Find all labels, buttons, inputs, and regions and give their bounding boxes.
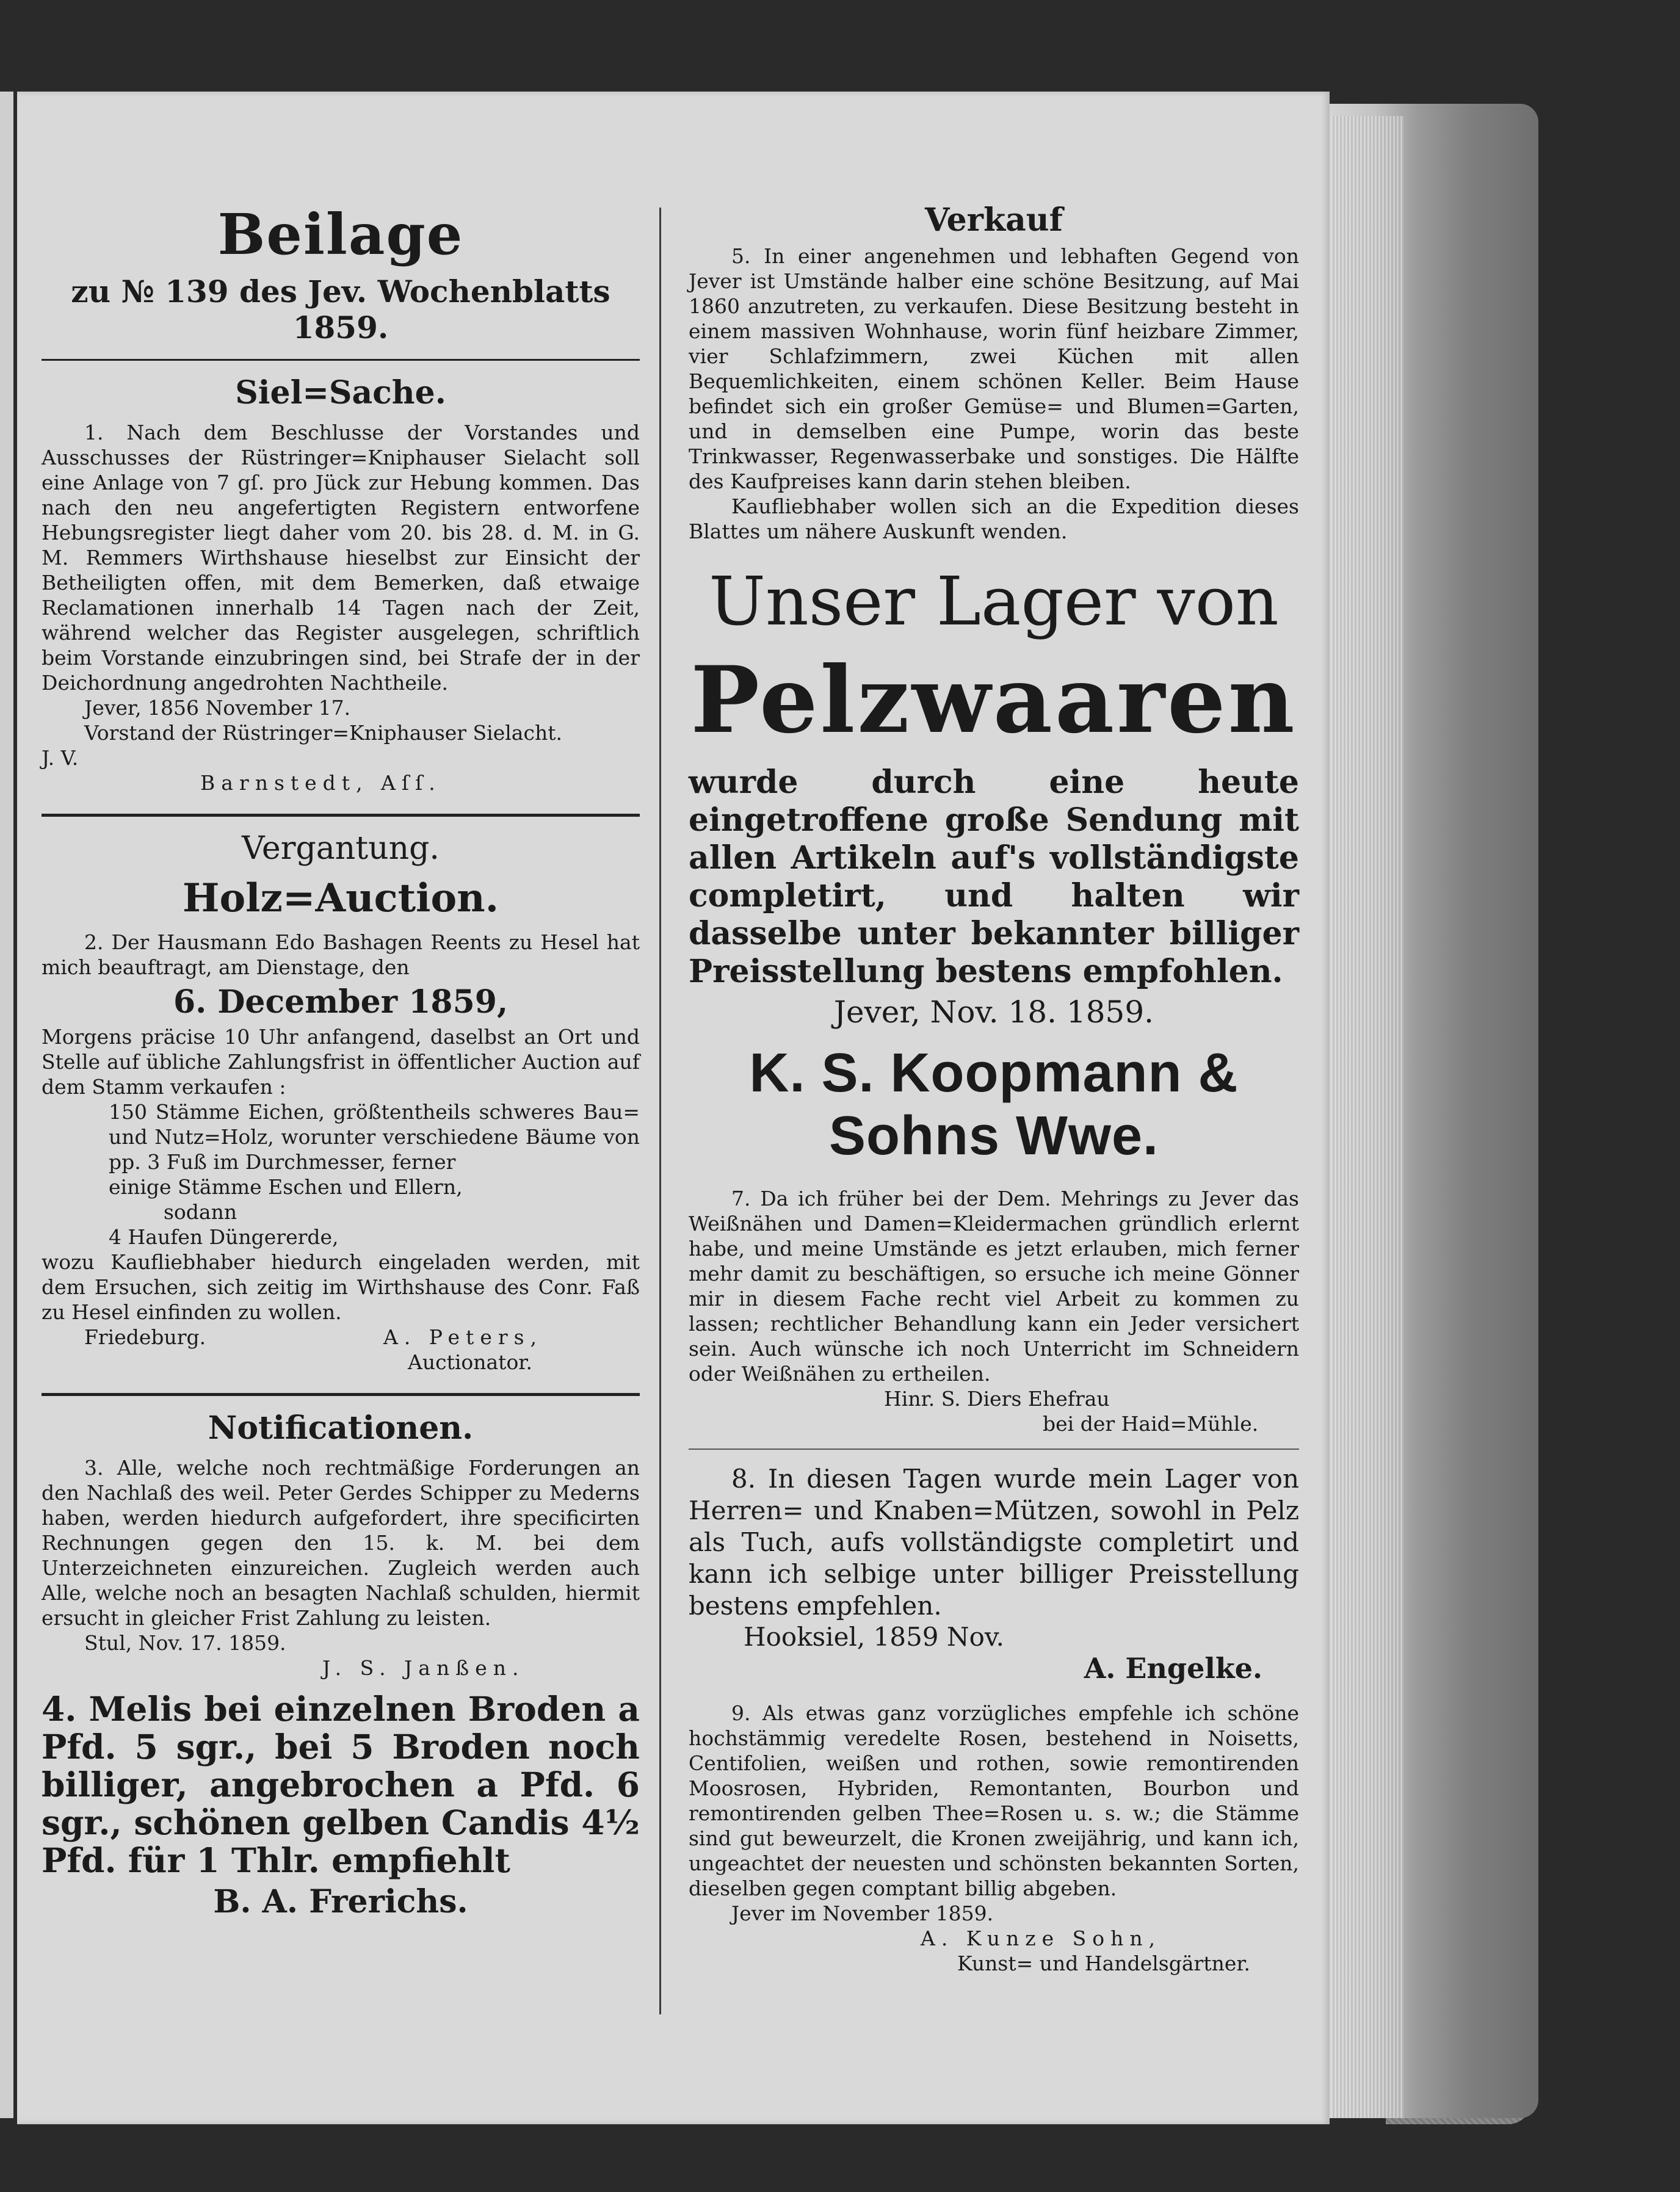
ad8-signature: A. Engelke. [1084, 1652, 1262, 1685]
auction-item-1: 150 Stämme Eichen, größtentheils schweres Bau= und Nutz=Holz, worunter verschiedene Bäume von pp. 3 Fuß im Durchmesser, ferner [109, 1100, 640, 1174]
auction-intro: 2. Der Hausmann Edo Bashagen Reents zu Hesel hat mich beauftragt, am Dienstage, den [42, 930, 640, 979]
siel-signature-2: J. V. [42, 746, 79, 770]
left-column [42, 201, 640, 1920]
notification-date: Stul, Nov. 17. 1859. [84, 1631, 286, 1655]
ad7-signature-1: Hinr. S. Diers Ehefrau [884, 1387, 1110, 1411]
pelz-ad-body: wurde durch eine heute eingetroffene große Sendung mit allen Artikeln auf's vollständigste completirt, und halten wir dasselbe unter bekannter billiger Preisstellung bestens empfohlen. [689, 764, 1299, 990]
pelz-ad-line-2: Pelzwaaren [690, 646, 1297, 754]
pelz-ad-date: Jever, Nov. 18. 1859. [833, 994, 1154, 1030]
newspaper-page [17, 92, 1330, 2124]
melis-ad-body: 4. Melis bei einzelnen Broden a Pfd. 5 sgr., bei 5 Broden noch billiger, angebrochen a Pfd. 6 sgr., schönen gelben Candis 4½ Pfd. für 1 Thlr. empfiehlt [42, 1689, 640, 1880]
ad9-date: Jever im November 1859. [731, 1901, 994, 1925]
section-rule-2 [42, 1393, 640, 1396]
page-subtitle: zu № 139 des Jev. Wochenblatts 1859. [71, 273, 610, 345]
ad8-body: 8. In diesen Tagen wurde mein Lager von Herren= und Knaben=Mützen, sowohl in Pelz als Tuch, aufs vollständigste completirt und kann ich selbige unter billiger Preisstellung bestens empfehlen. [689, 1464, 1299, 1621]
auction-date: 6. December 1859, [173, 983, 509, 1021]
ad9-signature-2: Kunst= und Handelsgärtner. [957, 1951, 1250, 1975]
right-column [689, 201, 1299, 1976]
auction-outro: wozu Kaufliebhaber hiedurch eingeladen werden, mit dem Ersuchen, sich zeitig im Wirthshause des Conr. Faß zu Hesel einfinden zu wollen. [42, 1250, 640, 1324]
auction-signature: A. Peters, [383, 1325, 543, 1349]
section-heading-notificationen: Notificationen. [208, 1409, 474, 1447]
ad7-body: 7. Da ich früher bei der Dem. Mehrings zu Jever das Weißnähen und Damen=Kleidermachen gründlich erlernt habe, und meine Umstände es jetzt erlauben, mich ferner mehr damit zu beschäftigen, so ersuche ich meine Gönner mir in diesem Fache recht viel Arbeit zu kommen zu lassen; rechtlicher Behandlung kann ein Jeder versichert sein. Auch wünsche ich noch Unterricht im Schneidern oder Weißnähen zu ertheilen. [689, 1187, 1299, 1386]
section-heading-holz-auction: Holz=Auction. [183, 875, 499, 921]
auction-body: Morgens präcise 10 Uhr anfangend, daselbst an Ort und Stelle auf übliche Zahlungsfrist in öffentlicher Auction auf dem Stamm verkaufen : [42, 1025, 640, 1099]
page-title: Beilage [217, 201, 464, 267]
auction-item-2: einige Stämme Eschen und Ellern, [109, 1175, 463, 1199]
ad8-date: Hooksiel, 1859 Nov. [744, 1622, 1004, 1652]
notification-body: 3. Alle, welche noch rechtmäßige Forderungen an den Nachlaß des weil. Peter Gerdes Schipper zu Mederns haben, werden hiedurch aufgefordert, ihre specificirten Rechnungen gegen den 15. k. M. bei dem Unterzeichneten einzureichen. Zugleich werden auch Alle, welche noch an besagten Nachlaß schulden, hiermit ersucht in gleicher Frist Zahlung zu leisten. [42, 1456, 640, 1630]
section-rule-1 [42, 814, 640, 817]
section-heading-siel: Siel=Sache. [235, 374, 446, 411]
auction-signature-title: Auctionator. [408, 1350, 532, 1374]
auction-item-3: sodann [164, 1200, 237, 1224]
previous-page-edge [0, 92, 13, 2118]
section-rule-right [689, 1449, 1299, 1450]
section-heading-vergantung: Vergantung. [242, 830, 440, 867]
siel-notice-body: 1. Nach dem Beschlusse der Vorstandes und Ausschusses der Rüstringer=Kniphauser Sielacht soll eine Anlage von 7 gſ. pro Jück zur Hebung kommen. Das nach den neu angefertigten Registern entworfene Hebungsregister liegt daher vom 20. bis 28. d. M. in G. M. Remmers Wirthshause hieselbst zur Einsicht der Betheiligten offen, mit dem Bemerken, daß etwaige Reclamationen innerhalb 14 Tagen nach der Zeit, während welcher das Register ausgelegen, schriftlich beim Vorstande einzubringen sind, bei Strafe der in der Deichordnung angedrohten Nachtheile. [42, 421, 640, 695]
ad7-signature-2: bei der Haid=Mühle. [1043, 1412, 1259, 1436]
page-stack-lines [1331, 116, 1404, 2118]
header-rule [42, 359, 640, 361]
ad9-body: 9. Als etwas ganz vorzügliches empfehle ich schöne hochstämmig veredelte Rosen, bestehend in Noisetts, Centifolien, weißen und rothen, sowie remontirenden Moosrosen, Hybriden, Remontanten, Bourbon und remontirenden gelben Thee=Rosen u. s. w.; die Stämme sind gut beweurzelt, die Kronen zweijährig, und kann ich, ungeachtet der neuesten und schönsten bekannten Sorten, dieselben gegen comptant billig abgeben. [689, 1701, 1299, 1900]
notification-signature: J. S. Janßen. [322, 1656, 525, 1680]
column-divider [659, 208, 661, 2014]
ad9-signature-1: A. Kunze Sohn, [921, 1926, 1162, 1950]
pelz-ad-firm: K. S. Koopmann & Sohns Wwe. [749, 1043, 1239, 1167]
pelz-ad-line-1: Unser Lager von [709, 562, 1279, 640]
verkauf-body: 5. In einer angenehmen und lebhaften Gegend von Jever ist Umstände halber eine schöne Besitzung, auf Mai 1860 anzutreten, zu verkaufen. Diese Besitzung besteht in einem massiven Wohnhause, worin fünf heizbare Zimmer, vier Schlafzimmern, zwei Küchen mit allen Bequemlichkeiten, einem schönen Keller. Beim Hause befindet sich ein großer Gemüse= und Blumen=Garten, und in demselben eine Pumpe, worin das beste Trinkwasser, Regenwasserbake und sonstiges. Die Hälfte des Kaufpreises kann darin stehen bleiben. [689, 244, 1299, 493]
siel-date: Jever, 1856 November 17. [84, 696, 351, 720]
section-heading-verkauf: Verkauf [925, 201, 1063, 239]
auction-place: Friedeburg. [84, 1325, 206, 1349]
melis-ad-signature: B. A. Frerichs. [213, 1883, 468, 1920]
siel-signature-3: Barnstedt, Aſſ. [200, 771, 441, 795]
verkauf-outro: Kaufliebhaber wollen sich an die Expedition dieses Blattes um nähere Auskunft wenden. [689, 494, 1299, 543]
auction-item-4: 4 Haufen Düngererde, [109, 1225, 339, 1249]
siel-signature-1: Vorstand der Rüstringer=Kniphauser Sielacht. [84, 721, 562, 745]
